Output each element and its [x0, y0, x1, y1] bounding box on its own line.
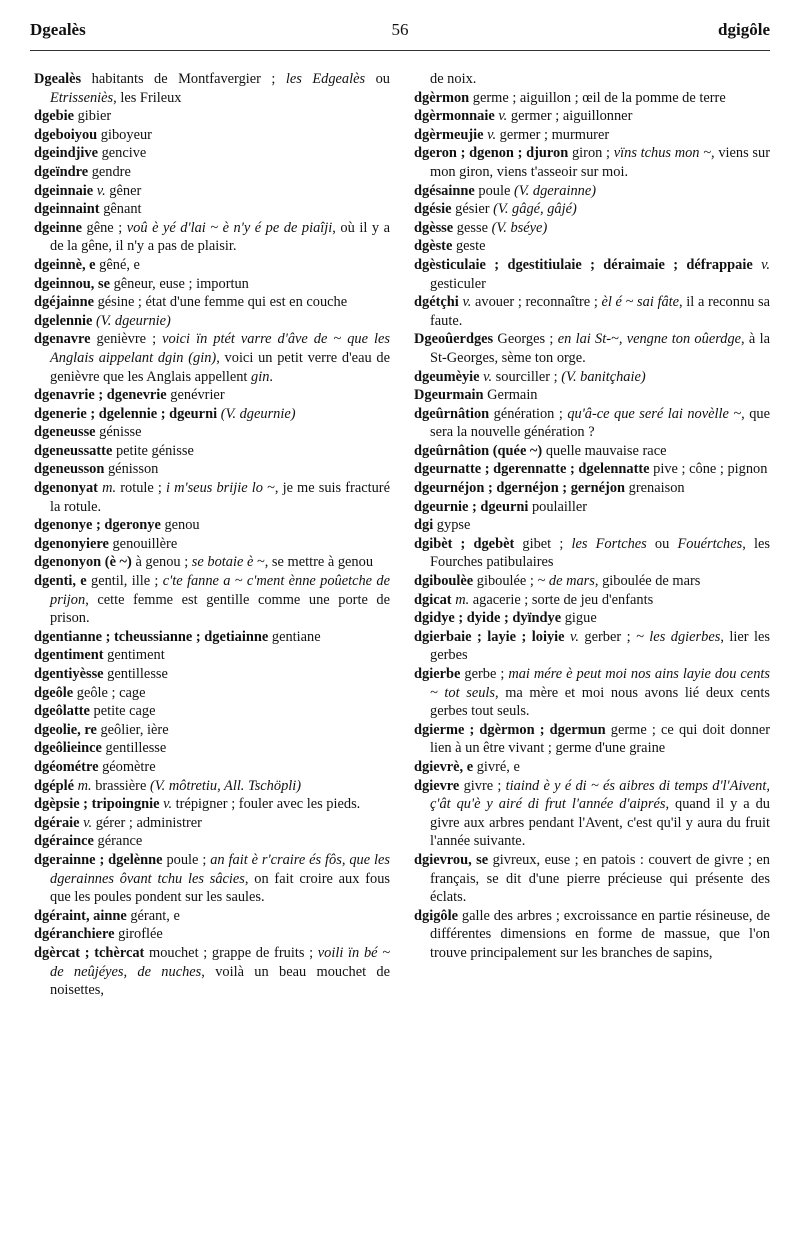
entry-definition	[753, 257, 761, 273]
entry-example: les Edgealès	[285, 71, 366, 87]
entry-headword: dgibèt ; dgebèt	[414, 535, 515, 552]
dictionary-entry	[34, 219, 390, 256]
entry-headword: dgenerie ; dgelennie ; dgeurni	[34, 405, 218, 422]
entry-headword: dgentiyèsse	[34, 666, 104, 682]
entry-headword: dgèrmeujie	[414, 126, 484, 143]
dictionary-entry	[414, 237, 770, 256]
entry-definition: .	[269, 368, 274, 385]
entry-headword: dgi	[414, 517, 434, 534]
dictionary-entry	[414, 126, 770, 145]
entry-definition: , cette femme est gentille comme une porte de prison.	[50, 591, 390, 627]
entry-headword: Dgeoûerdges	[414, 331, 494, 348]
entry-headword: dgèsticulaie ; dgestitiulaie ; déraimaie ; défrappaie	[414, 256, 753, 273]
entry-headword: dgenonyat	[34, 480, 98, 497]
entry-definition: poulailler	[528, 498, 588, 515]
dictionary-entry	[34, 275, 390, 294]
dictionary-entry	[34, 684, 390, 703]
entry-headword: dgidye ; dyide ; dyïndye	[414, 610, 562, 627]
entry-definition: Georges ;	[493, 331, 558, 348]
entry-headword: dgèpsie ; tripoingnie	[34, 796, 160, 813]
dictionary-entry	[414, 758, 770, 777]
entry-example: voû è yé d'lai ~ è n'y é pe de piaîji	[126, 219, 333, 236]
entry-definition: habitants de Montfavergier ;	[81, 71, 286, 87]
entry-headword: dgeinnaie	[34, 182, 94, 199]
dictionary-entry	[414, 721, 770, 758]
dictionary-entry	[34, 405, 390, 424]
entry-headword: dgeumèyie	[414, 368, 480, 385]
entry-definition: gésine ; état d'une femme qui est en couche	[93, 294, 348, 311]
header-first-entry: Dgealès	[30, 20, 86, 39]
entry-definition: , il a reconnu sa faute.	[430, 294, 770, 329]
entry-example: les Fortches	[571, 535, 647, 552]
entry-headword: dgerainne ; dgelènne	[34, 851, 163, 868]
entry-headword: dgeneussatte	[34, 442, 113, 459]
dictionary-entry	[414, 479, 770, 498]
dictionary-entry	[414, 609, 770, 628]
entry-example: (V. dgeurnie)	[220, 405, 296, 422]
dictionary-entry	[414, 182, 770, 201]
dictionary-entry	[414, 907, 770, 963]
entry-example: i m'seus brijie lo ~	[166, 480, 275, 497]
dictionary-entry	[34, 665, 390, 684]
entry-definition: petite cage	[89, 703, 156, 720]
entry-headword: dgeôlieince	[34, 740, 102, 757]
entry-headword: dgeurnatte ; dgerennatte ; dgelennatte	[414, 461, 650, 478]
entry-example: en lai St-~, vengne ton oûerdge	[557, 331, 742, 348]
dictionary-entry	[414, 516, 770, 535]
entry-definition: de noix.	[430, 71, 477, 87]
entry-definition: trépigner ; fouler avec les pieds.	[172, 796, 361, 813]
entry-example: (V. dgerainne)	[513, 182, 597, 199]
entry-example: v.	[96, 182, 106, 199]
entry-example: v.	[487, 126, 497, 143]
entry-continuation	[414, 70, 770, 89]
header-last-entry: dgigôle	[718, 20, 770, 39]
dictionary-entry	[414, 572, 770, 591]
dictionary-entry	[34, 386, 390, 405]
dictionary-entry	[34, 925, 390, 944]
entry-example: v.	[570, 628, 579, 645]
entry-definition: genévrier	[166, 387, 225, 404]
entry-definition: géomètre	[98, 758, 156, 775]
entry-headword: dgeûrnâtion (quée ~)	[414, 442, 543, 459]
entry-headword: dgenonyon (è ~)	[34, 554, 132, 571]
entry-headword: dgelennie	[34, 312, 93, 329]
entry-definition: gendre	[88, 163, 131, 180]
dictionary-entry	[414, 665, 770, 721]
entry-definition: , que sera la nouvelle génération ?	[430, 405, 770, 441]
entry-definition: quelle mauvaise race	[542, 442, 667, 459]
dictionary-entry	[34, 107, 390, 126]
dictionary-entry	[414, 293, 770, 330]
entry-definition: pive ; cône ; pignon	[649, 461, 768, 478]
dictionary-entry	[34, 293, 390, 312]
entry-definition: , giboulée de mars	[594, 573, 701, 590]
entry-definition: gérant, e	[126, 907, 180, 924]
dictionary-entry	[34, 814, 390, 833]
entry-definition: gentiane	[268, 628, 321, 645]
dictionary-entry	[414, 330, 770, 367]
entry-example: v.	[483, 368, 493, 385]
entry-definition: , à la St-Georges, sème ton orge.	[430, 331, 770, 366]
entry-headword: dgeôle	[34, 684, 74, 701]
entry-definition: génération ;	[489, 405, 568, 422]
entry-definition: gêneur, euse ; importun	[109, 275, 249, 292]
dictionary-entry	[414, 535, 770, 572]
entry-definition: germer ; aiguillonner	[507, 108, 633, 125]
entry-headword: dgeneusse	[34, 424, 96, 441]
dictionary-entry	[34, 721, 390, 740]
entry-headword: dgenonye ; dgeronye	[34, 517, 161, 534]
entry-headword: dgievrè, e	[414, 758, 474, 775]
dictionary-entry	[34, 628, 390, 647]
dictionary-entry	[414, 442, 770, 461]
entry-definition: gérance	[93, 833, 143, 850]
entry-definition: germe ; aiguillon ; œil de la pomme de terre	[469, 89, 726, 106]
entry-headword: dgeûrnâtion	[414, 405, 490, 422]
entry-headword: dgeïndre	[34, 163, 89, 180]
entry-definition: gênant	[99, 201, 142, 218]
entry-definition: , lier les gerbes	[430, 628, 770, 664]
entry-headword: dgierbe	[414, 666, 461, 682]
entry-example: qu'â-ce que seré lai novèlle ~	[567, 405, 742, 422]
entry-example: (V. gâgé, gâjé)	[493, 201, 577, 218]
entry-example: vïns tchus mon ~	[613, 145, 712, 162]
entry-definition: ou	[646, 535, 678, 552]
entry-headword: dgèste	[414, 238, 453, 255]
entry-definition: , viens sur mon giron, viens t'asseoir sur moi.	[430, 145, 770, 180]
entry-example: (V. bséye)	[491, 219, 548, 236]
dictionary-entry	[34, 851, 390, 907]
entry-example: tiaind è y é di ~ és aibres di temps d'l'Aivent, ç'ât qu'è y airé di frut l'année d'aiprés	[430, 777, 770, 813]
entry-definition: poule ;	[162, 851, 211, 868]
dictionary-entry	[34, 795, 390, 814]
entry-definition: , voici un petit verre d'eau de genièvre que les Anglais appellent	[50, 349, 390, 385]
entry-headword: dgiboulèe	[414, 573, 474, 590]
dictionary-entry	[34, 442, 390, 461]
entry-definition: génisse	[95, 424, 142, 441]
dictionary-entry	[34, 479, 390, 516]
dictionary-entry	[414, 386, 770, 405]
entry-definition: giron ;	[568, 145, 614, 162]
entry-headword: dgésie	[414, 201, 452, 218]
dictionary-entry	[34, 758, 390, 777]
dictionary-entry	[414, 405, 770, 442]
entry-headword: dgéjainne	[34, 294, 94, 311]
entry-definition: germer ; murmurer	[496, 126, 610, 143]
dictionary-entry	[414, 89, 770, 108]
entry-definition: mouchet ; grappe de fruits ;	[144, 944, 318, 961]
entry-headword: dgebie	[34, 108, 74, 125]
entry-definition: gesse	[453, 219, 492, 236]
entry-headword: dgèrmon	[414, 89, 470, 106]
entry-definition: gentil, ille ;	[86, 573, 163, 590]
entry-example: m.	[77, 777, 92, 794]
entry-headword: dgeurnie ; dgeurni	[414, 498, 529, 515]
entry-definition: , voilà un beau mouchet de noisettes,	[50, 963, 390, 999]
entry-definition: gibet ;	[514, 535, 572, 552]
dictionary-entry	[414, 200, 770, 219]
entry-headword: dgeindjive	[34, 145, 98, 162]
entry-headword: dgésainne	[414, 182, 475, 199]
entry-definition: geôlier, ière	[96, 721, 169, 738]
entry-example: mai mére è peut moi nos ains layie dou cents ~ tot seuls	[430, 666, 770, 701]
header-rule	[30, 50, 770, 51]
entry-definition: gibier	[73, 108, 112, 125]
entry-example: èl é ~ sai fâte	[601, 294, 680, 311]
entry-example: se botaie è ~	[191, 554, 265, 571]
entry-example: an fait è r'craire és fôs, que les dgerainnes ôvant tchu les sâcies	[50, 851, 391, 887]
entry-example: ~ les dgierbes	[636, 628, 721, 645]
dictionary-entry	[34, 423, 390, 442]
entry-definition: avouer ; reconnaître ;	[471, 294, 602, 311]
entry-definition: giboyeur	[97, 126, 152, 143]
dictionary-entry	[34, 182, 390, 201]
entry-example: v.	[462, 294, 472, 311]
entry-headword: dgeinne	[34, 219, 82, 236]
entry-headword: dgéranchiere	[34, 926, 115, 943]
dictionary-entry	[34, 200, 390, 219]
entry-headword: Dgeurmain	[414, 387, 484, 404]
dictionary-entry	[414, 628, 770, 665]
entry-example: (V. môtretiu, All. Tschöpli)	[149, 777, 302, 794]
dictionary-entry	[34, 256, 390, 275]
entry-headword: dgéraint, ainne	[34, 907, 127, 924]
entry-definition: gesticuler	[430, 275, 486, 292]
entry-definition: gentiment	[103, 647, 165, 664]
entry-example: v.	[83, 814, 93, 831]
entry-definition: , se mettre à genou	[264, 554, 374, 571]
dictionary-entry	[34, 553, 390, 572]
entry-headword: dgeôlatte	[34, 703, 90, 720]
entry-definition: gigue	[561, 610, 597, 627]
entry-definition: gêne ;	[81, 219, 127, 236]
entry-definition: giroflée	[114, 926, 163, 943]
entry-definition: , quand il y a du givre aux arbres pendant l'Avent, c'est qu'il y aura du fruit l'année suivante.	[430, 796, 770, 850]
entry-example: v.	[163, 796, 173, 813]
entry-headword: dgeron ; dgenon ; djuron	[414, 145, 569, 162]
dictionary-entry	[34, 907, 390, 926]
entry-headword: dgeurnéjon ; dgernéjon ; gernéjon	[414, 480, 626, 497]
entry-definition: gésier	[451, 201, 494, 218]
entry-headword: dgéplé	[34, 777, 74, 794]
entry-headword: dgèsse	[414, 219, 454, 236]
entry-headword: dgèrmonnaie	[414, 108, 495, 125]
entry-definition: givré, e	[473, 758, 520, 775]
dictionary-entry	[34, 739, 390, 758]
entry-headword: Dgealès	[34, 71, 82, 87]
entry-headword: dgétçhi	[414, 294, 459, 311]
entry-definition: , je me suis fracturé la rotule.	[50, 480, 390, 515]
entry-definition: gentillesse	[101, 740, 167, 757]
entry-definition: ou	[365, 71, 390, 87]
dictionary-entry	[34, 330, 390, 386]
entry-definition: sourciller ;	[492, 368, 562, 385]
entry-definition: , ma mère et moi nous avons lié deux cents gerbes tout seuls.	[430, 684, 770, 720]
entry-definition: , on fait croire aux fous que les poules pondent sur les saules.	[50, 870, 390, 906]
dictionary-entry	[414, 107, 770, 126]
entry-definition: geste	[452, 238, 486, 255]
dictionary-entry	[414, 460, 770, 479]
entry-headword: dgèrcat ; tchèrcat	[34, 944, 145, 961]
entry-headword: dgéraince	[34, 833, 94, 850]
entry-definition: givre ;	[459, 777, 506, 794]
entry-definition: genouillère	[108, 535, 178, 552]
entry-headword: dgievrou, se	[414, 851, 489, 868]
entry-example: gin	[251, 368, 270, 385]
dictionary-entry	[34, 460, 390, 479]
entry-definition: génisson	[104, 461, 159, 478]
entry-definition: rotule ;	[116, 480, 166, 497]
entry-headword: dgeneusson	[34, 461, 105, 478]
entry-definition: poule	[474, 182, 514, 199]
dictionary-entry	[414, 498, 770, 517]
dictionary-entry	[34, 646, 390, 665]
entry-headword: dgeinnè, e	[34, 256, 96, 273]
entry-definition: gêné, e	[95, 256, 140, 273]
dictionary-entry	[414, 144, 770, 181]
entry-headword: dgenavre	[34, 331, 91, 348]
entry-example: voili ïn bé ~ de neûjéyes, de nuches	[50, 944, 390, 980]
entry-definition: gerber ;	[578, 628, 637, 645]
dictionary-entry	[34, 777, 390, 796]
entry-definition: germe ; ce qui doit donner lien à un être vivant ; germe d'une graine	[430, 721, 770, 757]
entry-definition: gypse	[433, 517, 471, 534]
entry-headword: dgierme ; dgèrmon ; dgermun	[414, 721, 606, 738]
entry-headword: dgierbaie ; layie ; loiyie	[414, 628, 565, 645]
entry-definition: geôle ; cage	[73, 684, 146, 701]
dictionary-entry	[414, 256, 770, 293]
entry-definition: gentillesse	[103, 666, 168, 682]
entry-example: voici ïn ptét varre d'âve de ~ que les Anglais aippelant dgin (gin)	[50, 331, 390, 366]
entry-definition: brassière	[91, 777, 150, 794]
entry-headword: dgeolie, re	[34, 721, 97, 738]
entry-definition: Germain	[483, 387, 538, 404]
entry-definition: , où il y a de la gêne, il n'y a pas de plaisir.	[50, 219, 390, 255]
dictionary-entry	[34, 312, 390, 331]
dictionary-entry	[414, 851, 770, 907]
dictionary-entry	[34, 126, 390, 145]
dictionary-entry	[414, 777, 770, 851]
entry-headword: dgicat	[414, 591, 452, 608]
entry-example: ~ de mars	[537, 573, 595, 590]
entry-headword: dgentiment	[34, 647, 104, 664]
entry-definition: genièvre ;	[90, 331, 163, 348]
dictionary-entry	[414, 368, 770, 387]
entry-definition: petite génisse	[112, 442, 194, 459]
entry-example: v.	[498, 108, 508, 125]
entry-headword: dgentianne ; tcheussianne ; dgetiainne	[34, 628, 269, 645]
entry-definition: , les Frileux	[113, 89, 182, 106]
entry-example: m.	[455, 591, 470, 608]
entry-headword: dgigôle	[414, 907, 458, 924]
entry-example: m.	[102, 480, 117, 497]
entry-definition: agacerie ; sorte de jeu d'enfants	[469, 591, 654, 608]
entry-headword: dgievre	[414, 777, 460, 794]
entry-headword: dgeboiyou	[34, 126, 98, 143]
entry-headword: dgenavrie ; dgenevrie	[34, 387, 167, 404]
entry-definition: gencive	[97, 145, 147, 162]
entry-example: v.	[761, 256, 770, 273]
dictionary-entry	[34, 702, 390, 721]
left-column	[34, 70, 390, 1000]
entry-definition: , les Fourches patibulaires	[430, 535, 770, 571]
entry-headword: dgéraie	[34, 814, 80, 831]
entry-definition: gerbe ;	[460, 666, 509, 682]
entry-definition: givreux, euse ; en patois : couvert de givre ; en français, se dit d'une pierre précieuse qui présente des éclats.	[430, 851, 770, 906]
dictionary-entry	[34, 572, 390, 628]
entry-definition: à genou ;	[131, 554, 192, 571]
entry-headword: dgeinnaint	[34, 201, 100, 218]
entry-headword: dgéométre	[34, 758, 99, 775]
dictionary-entry	[414, 219, 770, 238]
right-column	[414, 70, 770, 963]
dictionary-entry	[414, 591, 770, 610]
entry-definition: gêner	[105, 182, 142, 199]
dictionary-entry	[34, 163, 390, 182]
entry-definition: grenaison	[625, 480, 685, 497]
entry-example: c'te fanne a ~ c'ment ènne poûetche de prijon	[50, 573, 390, 608]
dictionary-entry	[34, 832, 390, 851]
dictionary-entry	[34, 70, 390, 107]
entry-example: Fouértches	[677, 535, 743, 552]
dictionary-entry	[34, 144, 390, 163]
entry-definition: gérer ; administrer	[92, 814, 202, 831]
dictionary-entry	[34, 535, 390, 554]
running-header	[30, 20, 770, 46]
entry-definition: giboulée ;	[473, 573, 538, 590]
dictionary-entry	[34, 944, 390, 1000]
entry-headword: dgenonyiere	[34, 535, 109, 552]
entry-headword: dgeinnou, se	[34, 275, 110, 292]
page-number: 56	[391, 20, 409, 39]
entry-definition: galle des arbres ; excroissance en partie résineuse, de différentes dimensions en forme de massue, que l'on trouve principalement sur les branches de sapins,	[430, 907, 770, 961]
entry-headword: dgenti, e	[34, 573, 87, 590]
entry-example: (V. banitçhaie)	[561, 368, 646, 385]
entry-example: Etrisseniès	[50, 89, 114, 106]
entry-definition: genou	[160, 517, 200, 534]
dictionary-entry	[34, 516, 390, 535]
entry-example: (V. dgeurnie)	[95, 312, 171, 329]
